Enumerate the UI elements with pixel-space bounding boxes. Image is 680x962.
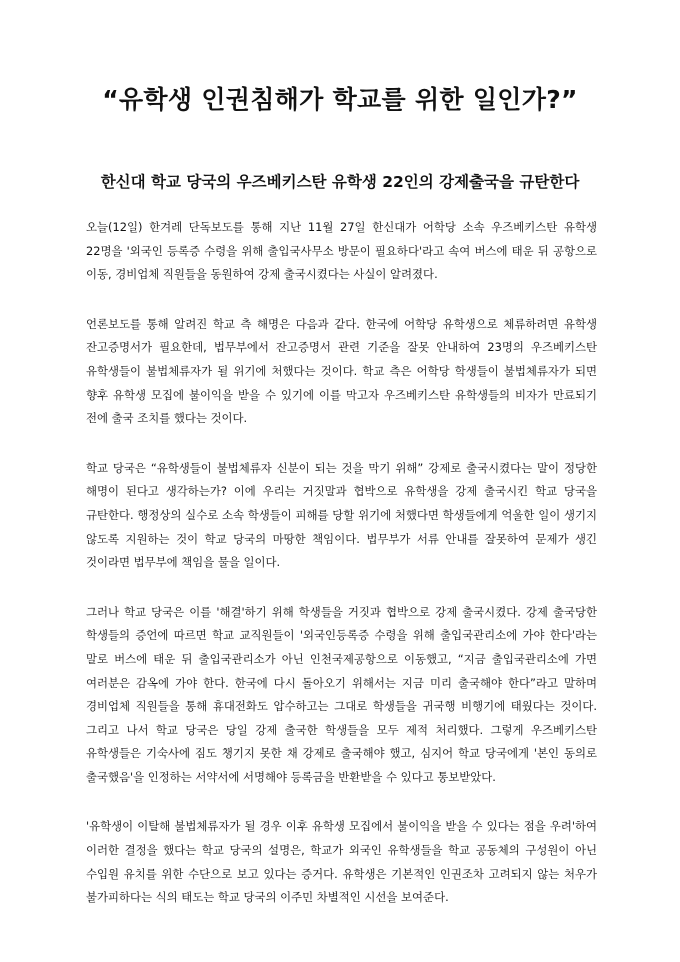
paragraph-3: 학교 당국은 “유학생들이 불법체류자 신분이 되는 것을 막기 위해” 강제로 출국시켰다는 말이 정당한 해명이 된다고 생각하는가? 이에 우리는 거짓말과 협박으로 유학생을 강제 출국시킨 학교 당국을 규탄한다. 행정상의 실수로 소속 학생들이 피해를 당할 위기에 처했다면 학생들에게 억울한 일이 생기지 않도록 지원하는 것이 학교 당국의 마땅한 책임이다. 법무부가 서류 안내를 잘못하여 문제가 생긴 것이라면 법무부에 책임을 물을 일이다.: [86, 460, 597, 570]
document-body: [86, 216, 597, 936]
paragraph-1: 오늘(12일) 한겨레 단독보도를 통해 지난 11월 27일 한신대가 어학당 소속 우즈베키스탄 유학생 22명을 '외국인 등록증 수령을 위해 출입국사무소 방문이 필요하다'라고 속여 버스에 태운 뒤 공항으로 이동, 경비업체 직원들을 동원하여 강제 출국시켰다는 사실이 알려졌다.: [86, 220, 597, 282]
paragraph-4: 그러나 학교 당국은 이를 '해결'하기 위해 학생들을 거짓과 협박으로 강제 출국시켰다. 강제 출국당한 학생들의 증언에 따르면 학교 교직원들이 '외국인등록증 수령을 위해 출입국관리소에 가야 한다'라는 말로 버스에 태운 뒤 출입국관리소가 아닌 인천국제공항으로 이동했고, “지금 출입국관리소에 가면 여러분은 감옥에 가야 한다. 한국에 다시 돌아오기 위해서는 지금 미리 출국해야 한다”라고 말하며 경비업체 직원들을 통해 휴대전화도 압수하고는 그대로 학생들을 귀국행 비행기에 태웠다는 것이다. 그리고 나서 학교 당국은 당일 강제 출국한 학생들을 모두 제적 처리했다. 그렇게 우즈베키스탄 유학생들은 기숙사에 짐도 챙기지 못한 채 강제로 출국해야 했고, 심지어 학교 당국에게 '본인 동의로 출국했음'을 인정하는 서약서에 서명해야 등록금을 반환받을 수 있다고 통보받았다.: [86, 604, 597, 784]
paragraph-5: '유학생이 이탈해 불법체류자가 될 경우 이후 유학생 모집에서 불이익을 받을 수 있다는 점을 우려'하여 이러한 결정을 했다는 학교 당국의 설명은, 학교가 외국인 유학생들을 학교 공동체의 구성원이 아닌 수입원 유치를 위한 수단으로 보고 있다는 증거다. 유학생은 기본적인 인권조차 고려되지 않는 처우가 불가피하다는 식의 태도는 학교 당국의 이주민 차별적인 시선을 보여준다.: [86, 819, 597, 905]
document-subtitle: 한신대 학교 당국의 우즈베키스탄 유학생 22인의 강제출국을 규탄한다: [100, 173, 580, 191]
paragraph-2: 언론보도를 통해 알려진 학교 측 해명은 다음과 같다. 한국에 어학당 유학생으로 체류하려면 유학생 잔고증명서가 필요한데, 법무부에서 잔고증명서 관련 기준을 잘못 안내하여 23명의 우즈베키스탄 유학생들이 불법체류자가 될 위기에 처했다는 것이다. 학교 측은 어학당 학생들이 불법체류자가 되면 향후 유학생 모집에 불이익을 받을 수 있기에 이를 막고자 우즈베키스탄 유학생들의 비자가 만료되기 전에 출국 조치를 했다는 것이다.: [86, 316, 597, 426]
document-title: “유학생 인권침해가 학교를 위한 일인가?”: [102, 85, 578, 114]
